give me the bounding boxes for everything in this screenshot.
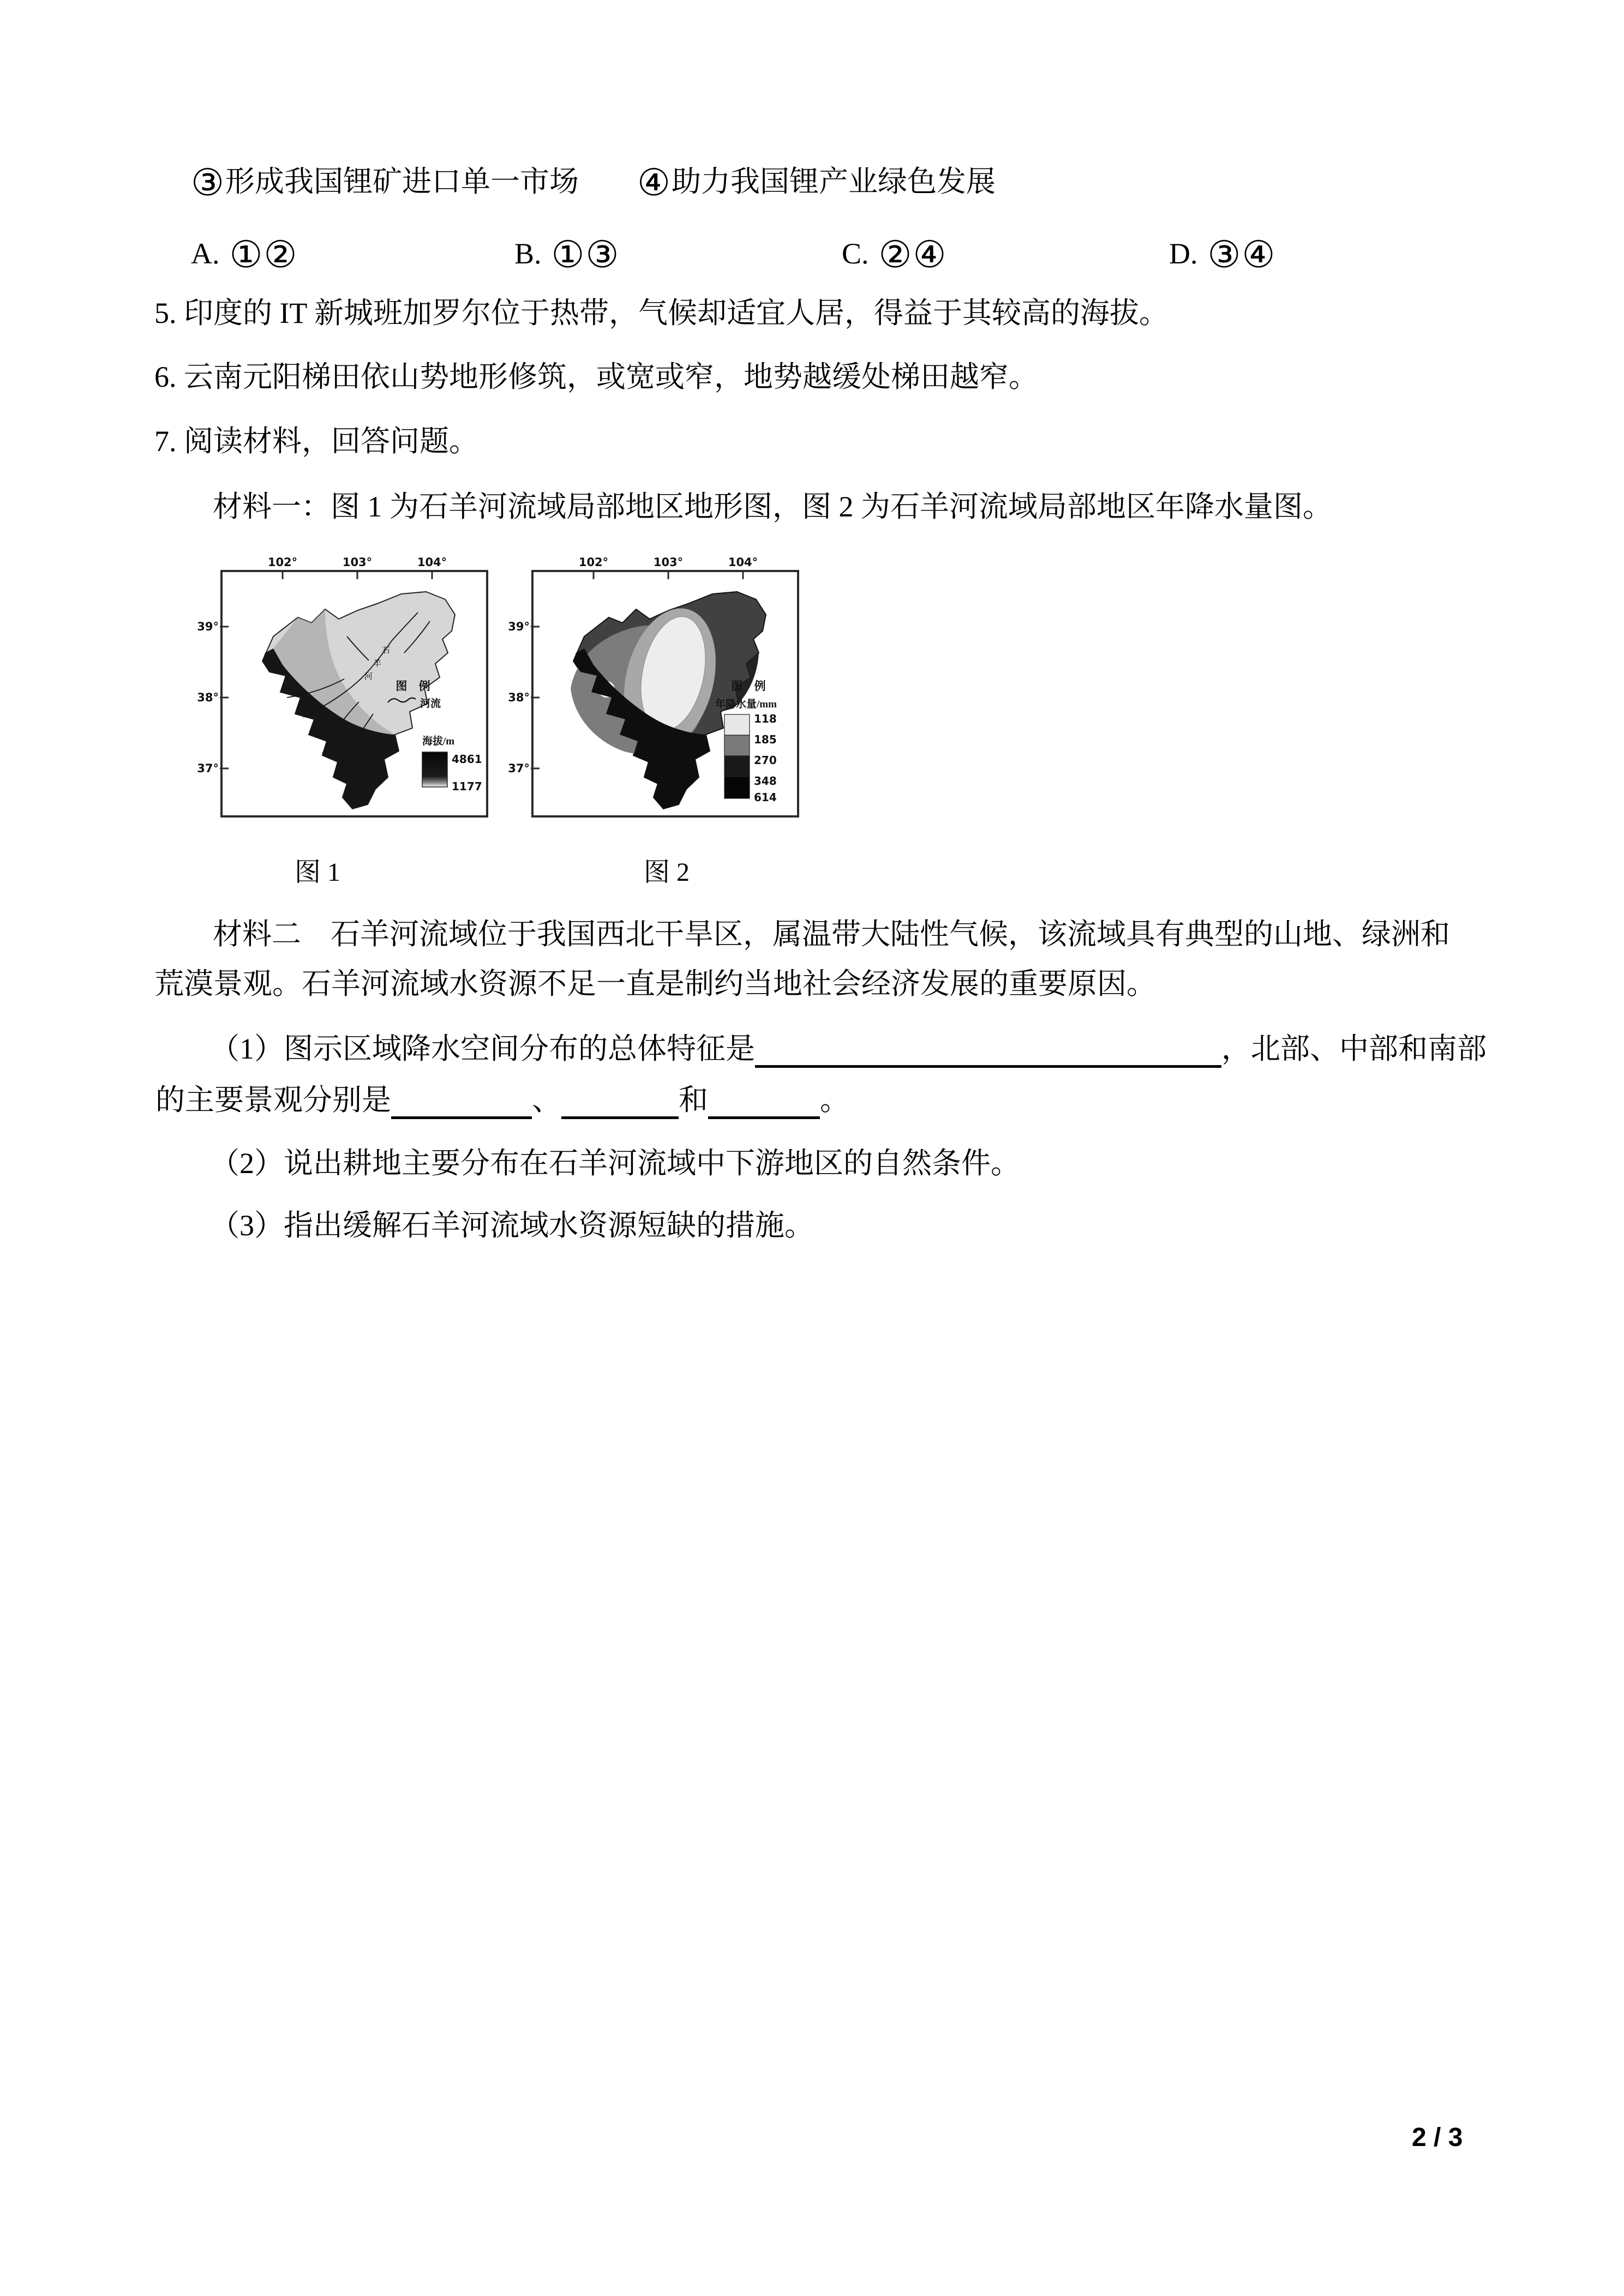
precip-value: 185 — [754, 733, 777, 746]
elevation-legend-label: 海拔/m — [422, 736, 455, 747]
precip-value: 118 — [754, 712, 777, 725]
lat-tick-label: 38° — [197, 691, 219, 704]
option-d-letter: D. — [1169, 237, 1198, 270]
option-c — [842, 236, 947, 273]
circled-4-icon: ④ — [637, 162, 672, 203]
q1-separator-and: 和 — [679, 1084, 708, 1116]
precip-legend-label: 年降水量/mm — [715, 699, 777, 710]
question-7-1-line-2 — [155, 1082, 849, 1119]
lon-tick-label: 102° — [267, 556, 298, 569]
answer-blank — [708, 1085, 820, 1119]
option-b-letter: B. — [514, 237, 542, 270]
question-7-1-line-1 — [210, 1031, 1487, 1068]
q1-suffix-text: ，北部、中部和南部 — [1221, 1032, 1487, 1065]
material-2-line-2: 荒漠景观。石羊河流域水资源不足一直是制约当地社会经济发展的重要原因。 — [154, 967, 1156, 1000]
option-b-numbers: ①③ — [551, 234, 620, 275]
lat-tick-label: 39° — [508, 620, 530, 633]
q1-separator-comma: 、 — [532, 1084, 561, 1116]
lat-tick-label: 38° — [508, 691, 530, 704]
statement-4-text: 助力我国锂产业绿色发展 — [671, 165, 996, 198]
svg-text:河: 河 — [364, 672, 373, 681]
lon-tick-label: 102° — [578, 556, 609, 569]
lat-tick-label: 39° — [197, 620, 219, 633]
question-5-text: 5. 印度的 IT 新城班加罗尔位于热带，气候却适宜人居，得益于其较高的海拔。 — [154, 297, 1168, 329]
page-number: 2 / 3 — [1412, 2123, 1463, 2152]
precip-value: 348 — [754, 774, 777, 788]
question-7-2-text: （2）说出耕地主要分布在石羊河流域中下游地区的自然条件。 — [210, 1147, 1020, 1180]
q1-period: 。 — [820, 1084, 849, 1116]
elevation-max-value: 4861 — [452, 753, 482, 766]
option-d-numbers: ③④ — [1207, 234, 1277, 275]
figure-2-caption: 图 2 — [644, 858, 690, 887]
question-7-intro: 7. 阅读材料，回答问题。 — [154, 425, 478, 458]
option-a-letter: A. — [191, 237, 220, 270]
question4-statement-3 — [191, 164, 579, 201]
lon-tick-label: 103° — [653, 556, 684, 569]
circled-3-icon: ③ — [191, 162, 225, 203]
option-c-numbers: ②④ — [878, 234, 948, 275]
answer-blank — [391, 1085, 532, 1119]
option-d — [1169, 236, 1276, 273]
lat-tick-label: 37° — [508, 762, 530, 775]
answer-blank — [755, 1033, 1221, 1068]
option-a-numbers: ①② — [229, 234, 298, 275]
svg-text:羊: 羊 — [373, 659, 382, 668]
option-b — [514, 236, 620, 273]
lon-tick-label: 104° — [417, 556, 447, 569]
q1-line2-prefix-text: 的主要景观分别是 — [155, 1084, 391, 1116]
question-6-text: 6. 云南元阳梯田依山势地形修筑，或宽或窄，地势越缓处梯田越窄。 — [154, 360, 1038, 393]
svg-text:石: 石 — [382, 646, 391, 655]
precip-value: 614 — [754, 791, 777, 804]
legend-title: 图 例 — [395, 680, 435, 693]
material-2-line-1: 材料二 石羊河流域位于我国西北干旱区，属温带大陆性气候，该流域具有典型的山地、绿洲和 — [213, 918, 1450, 951]
figure-2-map — [508, 545, 814, 821]
precip-legend-bar — [724, 714, 750, 798]
river-legend-label: 河流 — [420, 698, 441, 710]
figure-1-map — [197, 545, 504, 821]
q1-prefix-text: （1）图示区域降水空间分布的总体特征是 — [210, 1032, 755, 1065]
statement-3-text: 形成我国锂矿进口单一市场 — [225, 165, 579, 198]
elevation-min-value: 1177 — [452, 780, 482, 793]
precip-value: 270 — [754, 754, 777, 767]
material-1-text: 材料一：图 1 为石羊河流域局部地区地形图，图 2 为石羊河流域局部地区年降水量图。 — [213, 490, 1332, 523]
lat-tick-label: 37° — [197, 762, 219, 775]
lon-tick-label: 104° — [728, 556, 758, 569]
answer-blank — [561, 1085, 679, 1119]
option-c-letter: C. — [842, 237, 869, 270]
lon-tick-label: 103° — [342, 556, 373, 569]
question4-statement-4 — [637, 164, 996, 201]
legend-title: 图 例 — [731, 680, 770, 693]
elevation-gradient-bar — [422, 752, 447, 787]
figure-1-caption: 图 1 — [295, 858, 341, 887]
question-7-3-text: （3）指出缓解石羊河流域水资源短缺的措施。 — [210, 1209, 814, 1242]
option-a — [191, 236, 298, 273]
